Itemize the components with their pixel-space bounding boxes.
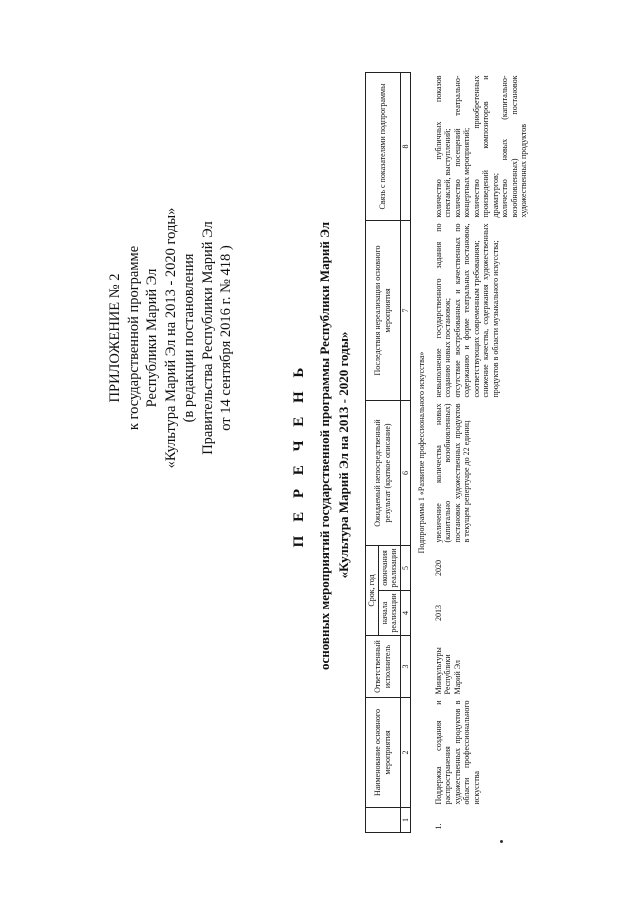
row-link <box>432 73 531 221</box>
consequence-item: невыполнение государственного задания по созданию новых постановок; <box>433 223 452 398</box>
row-start: 2013 <box>433 605 443 621</box>
row-end: 2020 <box>433 560 443 576</box>
appendix-line: к государственной программе <box>125 245 142 431</box>
appendix-line: «Культура Марий Эл на 2013 - 2020 годы» <box>162 207 179 469</box>
activities-table <box>365 72 531 833</box>
table-header-row <box>366 73 379 833</box>
table-row <box>432 73 531 833</box>
column-number: 1 <box>400 808 411 833</box>
header-start: начала реализации <box>378 591 400 636</box>
consequence-item: отсутствие востребованных и качественных по содержанию и форме театральных постановок, соответствующих современным требованиям; <box>452 223 481 398</box>
row-result: увеличение количества новых (капитально возобновленных) постановок художественных продуктов в текущем репертуаре до 22 единиц <box>433 403 471 543</box>
header-consequences: Последствия нереализации основного мероприятия <box>366 221 401 401</box>
appendix-block <box>106 188 236 488</box>
header-executor: Ответственный исполнитель <box>366 636 401 698</box>
header-result: Ожидаемый непосредственный результат (краткое описание) <box>366 401 401 546</box>
header-num <box>366 808 401 833</box>
indicator-item: количество новых (капитально-возобновленных) постановок художественных продуктов <box>500 75 528 218</box>
column-number: 8 <box>400 73 411 221</box>
appendix-line: Республики Марий Эл <box>144 268 160 408</box>
indicator-item: количество посещений театрально-концертных мероприятий; <box>452 75 471 218</box>
subprogram-row <box>411 73 432 833</box>
row-num: 1. <box>433 823 443 830</box>
appendix-line: Правительства Республики Марий Эл <box>199 221 216 455</box>
consequence-item: снижение качества, содержания художественных продуктов в области музыкального искусства; <box>481 223 500 398</box>
column-number: 2 <box>400 698 411 808</box>
subprogram-title: Подпрограмма 1 «Развитие профессионального искусства» <box>417 351 426 554</box>
row-name: Поддержка создания и распространения художественных продуктов в области профессионального искусства <box>433 700 481 805</box>
header-name: Наименование основного мероприятия <box>366 698 401 808</box>
column-number: 6 <box>400 401 411 546</box>
header-link: Связь с показателями подпрограммы <box>366 73 401 221</box>
document-title <box>290 221 353 670</box>
column-number: 4 <box>400 591 411 636</box>
header-period: Срок, год <box>366 546 379 636</box>
header-end: окончания реализации <box>378 546 400 591</box>
indicator-item: количество приобретенных произведений композиторов и драматургов; <box>471 75 500 218</box>
column-number: 7 <box>400 221 411 401</box>
indicator-item: количество публичных показов спектаклей, выступлений; <box>433 75 452 218</box>
row-executor: Минкультуры Республики Марий Эл <box>433 647 462 695</box>
appendix-line: (в редакции постановления <box>181 253 197 423</box>
title-line: «Культура Марий Эл на 2013 - 2020 годы» <box>336 331 351 579</box>
appendix-line: ПРИЛОЖЕНИЕ № 2 <box>107 273 123 403</box>
appendix-line: от 14 сентября 2016 г. № 418 ) <box>218 245 234 431</box>
scan-speck <box>500 840 503 843</box>
column-number: 5 <box>400 546 411 591</box>
column-number: 3 <box>400 636 411 698</box>
title-line: основных мероприятий государственной программы Республики Марий Эл <box>317 221 332 670</box>
column-number-row <box>400 73 411 833</box>
title-heading: П Е Р Е Ч Е Н Ь <box>291 362 307 548</box>
row-consequences <box>432 221 531 401</box>
